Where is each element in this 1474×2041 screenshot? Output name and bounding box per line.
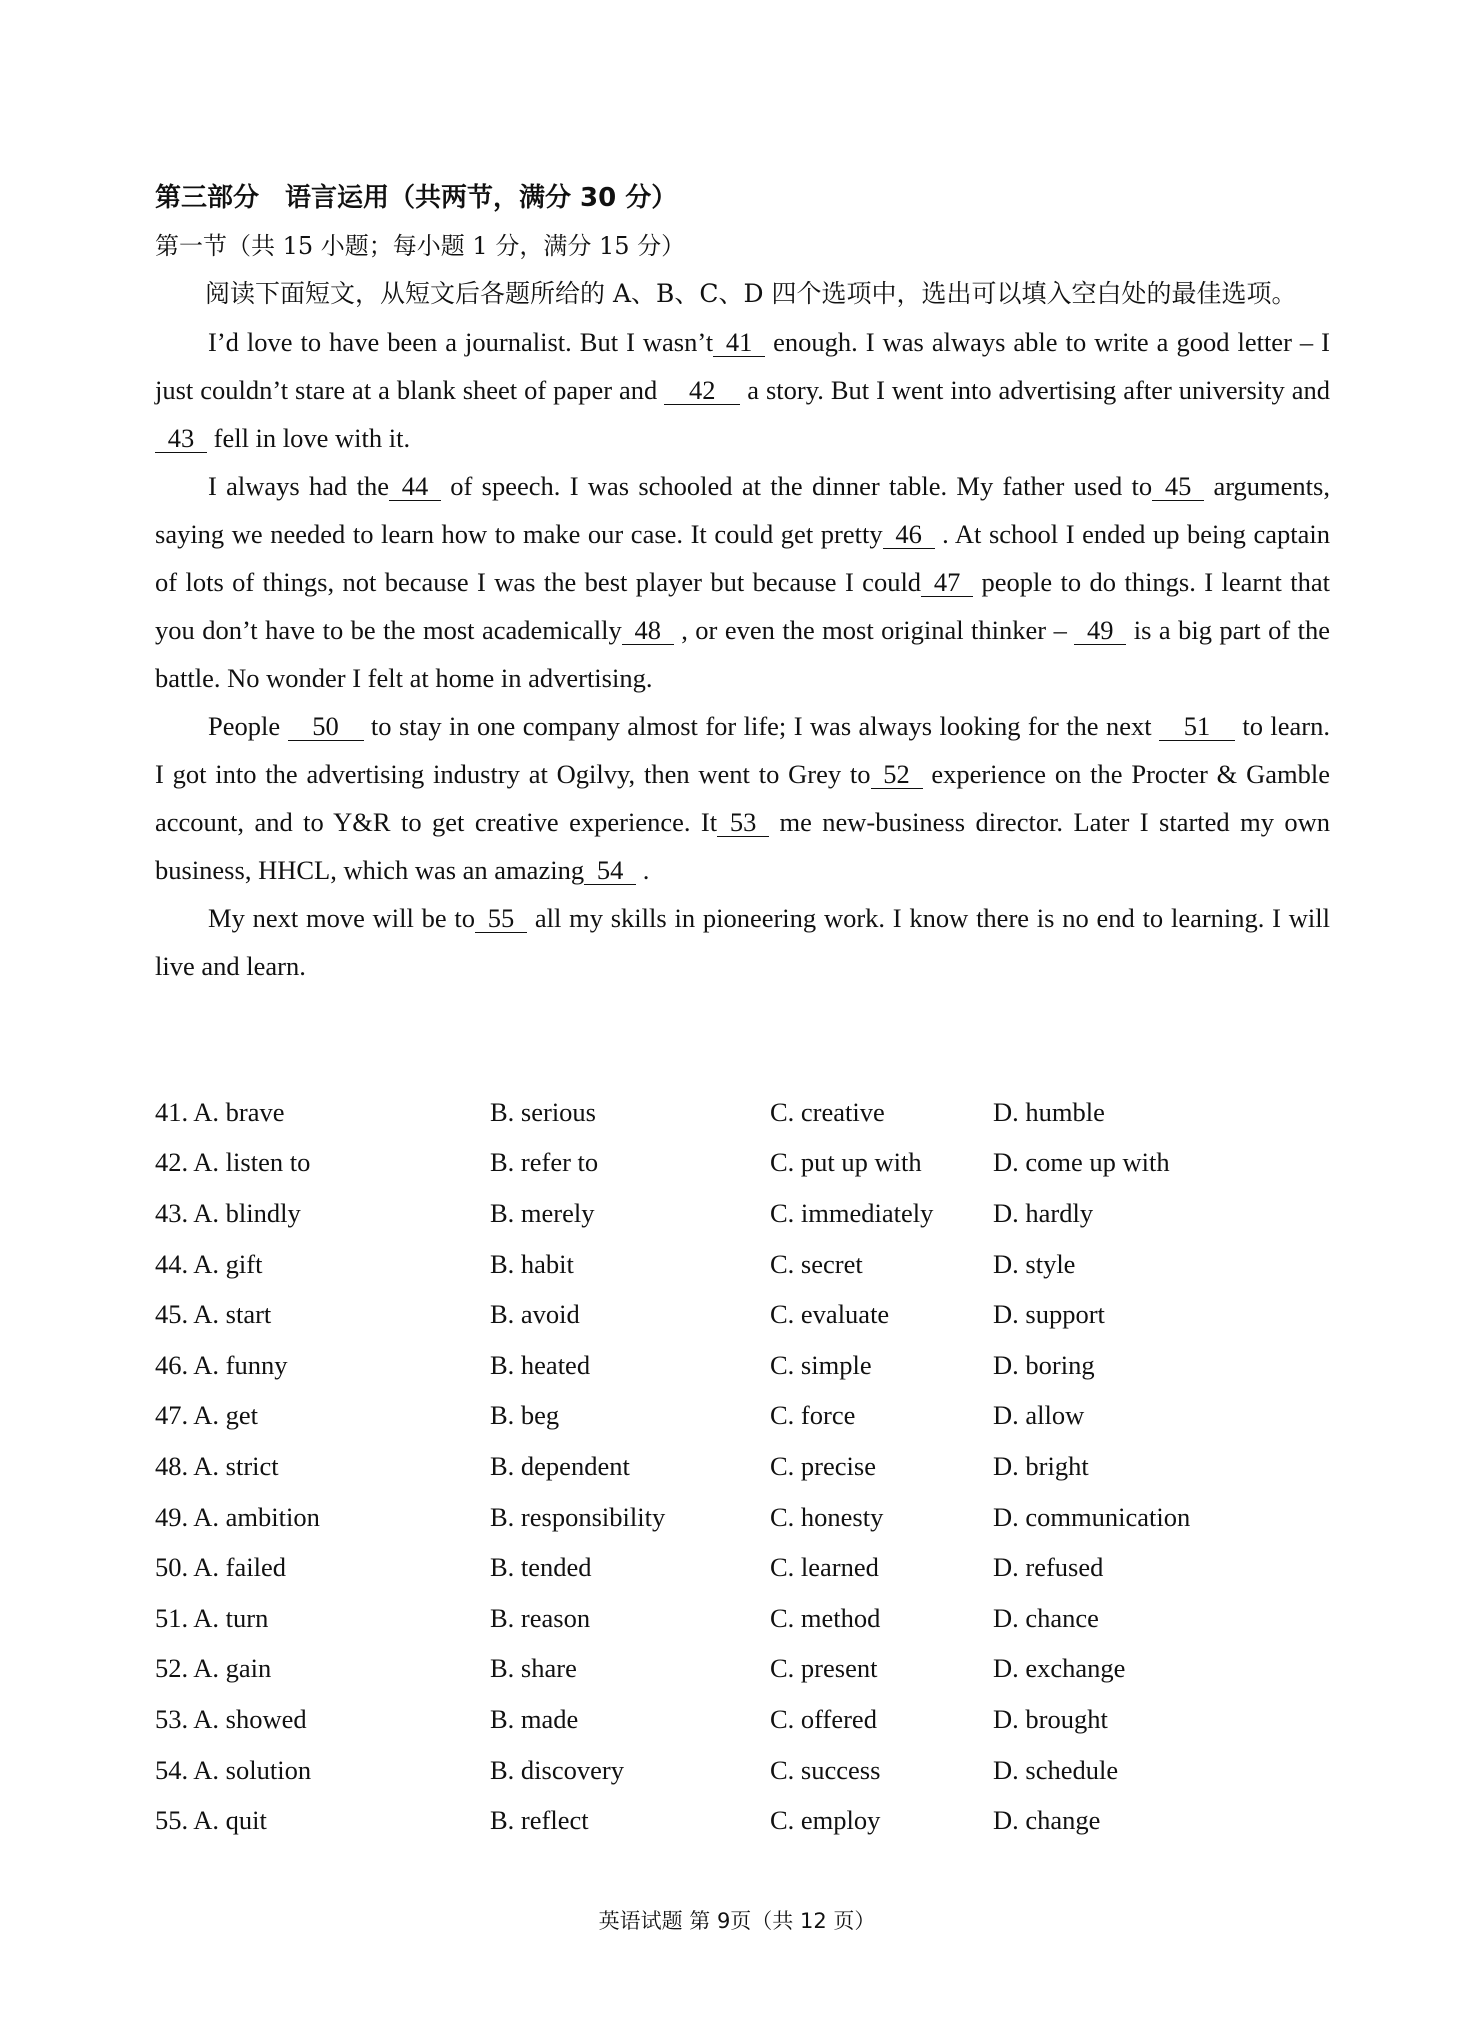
option-d: D. brought [993, 1703, 1108, 1734]
option-b: B. refer to [490, 1147, 599, 1178]
option-c: C. precise [770, 1450, 876, 1481]
blank-45: 45 [1152, 472, 1204, 501]
option-b: B. made [490, 1703, 579, 1734]
subsection-title: 第一节（共 15 小题；每小题 1 分，满分 15 分） [155, 232, 686, 260]
blank-41: 41 [713, 328, 765, 357]
passage-text: My next move will be to [208, 903, 476, 933]
option-c: C. success [770, 1754, 881, 1785]
option-a: 48. A. strict [155, 1450, 279, 1481]
passage-text: , or even the most original thinker – [673, 615, 1075, 645]
passage-text: experience on the Procter & Gamble account, and to Y&R to get creative experience. It [155, 759, 1330, 837]
question-47 [155, 1391, 1330, 1442]
option-b: B. serious [490, 1096, 596, 1127]
blank-43: 43 [155, 424, 207, 453]
option-a: 46. A. funny [155, 1349, 288, 1380]
option-c: C. simple [770, 1349, 872, 1380]
blank-48: 48 [622, 616, 674, 645]
option-b: B. habit [490, 1248, 574, 1279]
passage-text: People [208, 711, 288, 741]
passage-text: . At school I ended up being captain of lots of things, not because I was the best player but because I could [155, 519, 1330, 597]
passage-paragraph-2 [155, 462, 1330, 702]
option-b: B. reflect [490, 1805, 589, 1836]
question-41 [155, 1087, 1330, 1138]
option-c: C. evaluate [770, 1299, 890, 1330]
blank-42: 42 [664, 376, 740, 405]
option-b: B. heated [490, 1349, 591, 1380]
instruction-text: 阅读下面短文，从短文后各题所给的 A、B、C、D 四个选项中，选出可以填入空白处的最佳选项。 [205, 279, 1297, 308]
option-c: C. offered [770, 1703, 877, 1734]
blank-49: 49 [1074, 616, 1126, 645]
option-a: 49. A. ambition [155, 1501, 320, 1532]
option-b: B. discovery [490, 1754, 624, 1785]
question-53 [155, 1694, 1330, 1745]
passage-text: people to do things. I learnt that you don’t have to be the most academically [155, 567, 1330, 645]
passage-text: of speech. I was schooled at the dinner table. My father used to [440, 471, 1153, 501]
passage-text: a story. But I went into advertising after university and [740, 375, 1330, 405]
section-title: 第三部分 语言运用（共两节，满分 30 分） [155, 183, 678, 213]
passage-text: me new-business director. Later I started my own business, HHCL, which was an amazing [155, 807, 1330, 885]
option-d: D. chance [993, 1602, 1099, 1633]
option-b: B. avoid [490, 1299, 580, 1330]
passage-text: I always had the [208, 471, 389, 501]
option-d: D. hardly [993, 1197, 1094, 1228]
cloze-passage [155, 318, 1330, 990]
passage-text: is a big part of the battle. No wonder I felt at home in advertising. [155, 615, 1330, 693]
question-51 [155, 1593, 1330, 1644]
passage-paragraph-4 [155, 894, 1330, 990]
option-c: C. immediately [770, 1197, 934, 1228]
option-b: B. tended [490, 1552, 592, 1583]
passage-paragraph-3 [155, 702, 1330, 894]
option-d: D. refused [993, 1552, 1104, 1583]
option-d: D. schedule [993, 1754, 1119, 1785]
passage-text: to learn. I got into the advertising industry at Ogilvy, then went to Grey to [155, 711, 1331, 789]
option-a: 55. A. quit [155, 1805, 267, 1836]
answer-options [155, 1087, 1330, 1846]
option-a: 42. A. listen to [155, 1147, 311, 1178]
question-45 [155, 1289, 1330, 1340]
blank-54: 54 [584, 856, 636, 885]
option-c: C. learned [770, 1552, 879, 1583]
page-footer: 英语试题 第 9页（共 12 页） [598, 1909, 876, 1933]
option-c: C. creative [770, 1096, 885, 1127]
blank-44: 44 [389, 472, 441, 501]
option-d: D. exchange [993, 1653, 1126, 1684]
option-c: C. employ [770, 1805, 881, 1836]
passage-paragraph-1 [155, 318, 1330, 462]
blank-55: 55 [475, 904, 527, 933]
option-d: D. humble [993, 1096, 1105, 1127]
blank-53: 53 [717, 808, 769, 837]
blank-50: 50 [288, 712, 364, 741]
option-d: D. boring [993, 1349, 1095, 1380]
option-d: D. allow [993, 1400, 1085, 1431]
option-c: C. honesty [770, 1501, 884, 1532]
blank-52: 52 [871, 760, 923, 789]
blank-46: 46 [883, 520, 935, 549]
question-46 [155, 1340, 1330, 1391]
passage-text: I’d love to have been a journalist. But I wasn’t [208, 327, 714, 357]
exam-section [155, 174, 1330, 990]
passage-text: . [636, 855, 650, 885]
question-44 [155, 1239, 1330, 1290]
option-d: D. communication [993, 1501, 1191, 1532]
option-a: 52. A. gain [155, 1653, 272, 1684]
question-52 [155, 1644, 1330, 1695]
option-a: 41. A. brave [155, 1096, 285, 1127]
option-a: 43. A. blindly [155, 1197, 301, 1228]
blank-47: 47 [921, 568, 973, 597]
option-a: 47. A. get [155, 1400, 259, 1431]
blank-51: 51 [1159, 712, 1235, 741]
option-d: D. style [993, 1248, 1076, 1279]
question-49 [155, 1492, 1330, 1543]
option-a: 50. A. failed [155, 1552, 286, 1583]
option-c: C. method [770, 1602, 881, 1633]
option-c: C. force [770, 1400, 856, 1431]
question-42 [155, 1138, 1330, 1189]
option-b: B. responsibility [490, 1501, 666, 1532]
option-a: 51. A. turn [155, 1602, 269, 1633]
option-a: 53. A. showed [155, 1703, 307, 1734]
option-c: C. present [770, 1653, 878, 1684]
passage-text: fell in love with it. [207, 423, 411, 453]
option-a: 44. A. gift [155, 1248, 263, 1279]
option-d: D. support [993, 1299, 1105, 1330]
option-b: B. reason [490, 1602, 591, 1633]
question-43 [155, 1188, 1330, 1239]
option-a: 54. A. solution [155, 1754, 312, 1785]
option-b: B. share [490, 1653, 577, 1684]
option-b: B. dependent [490, 1450, 630, 1481]
passage-text: arguments, saying we needed to learn how to make our case. It could get pretty [155, 471, 1330, 549]
passage-text: all my skills in pioneering work. I know there is no end to learning. I will live and learn. [155, 903, 1330, 981]
question-48 [155, 1441, 1330, 1492]
option-d: D. bright [993, 1450, 1089, 1481]
question-54 [155, 1745, 1330, 1796]
passage-text: enough. I was always able to write a good letter – I just couldn’t stare at a blank sheet of paper and [155, 327, 1330, 405]
option-d: D. come up with [993, 1147, 1170, 1178]
option-c: C. put up with [770, 1147, 922, 1178]
question-50 [155, 1542, 1330, 1593]
option-b: B. merely [490, 1197, 595, 1228]
option-b: B. beg [490, 1400, 560, 1431]
option-a: 45. A. start [155, 1299, 272, 1330]
option-d: D. change [993, 1805, 1101, 1836]
question-55 [155, 1795, 1330, 1846]
option-c: C. secret [770, 1248, 863, 1279]
passage-text: to stay in one company almost for life; I was always looking for the next [363, 711, 1159, 741]
